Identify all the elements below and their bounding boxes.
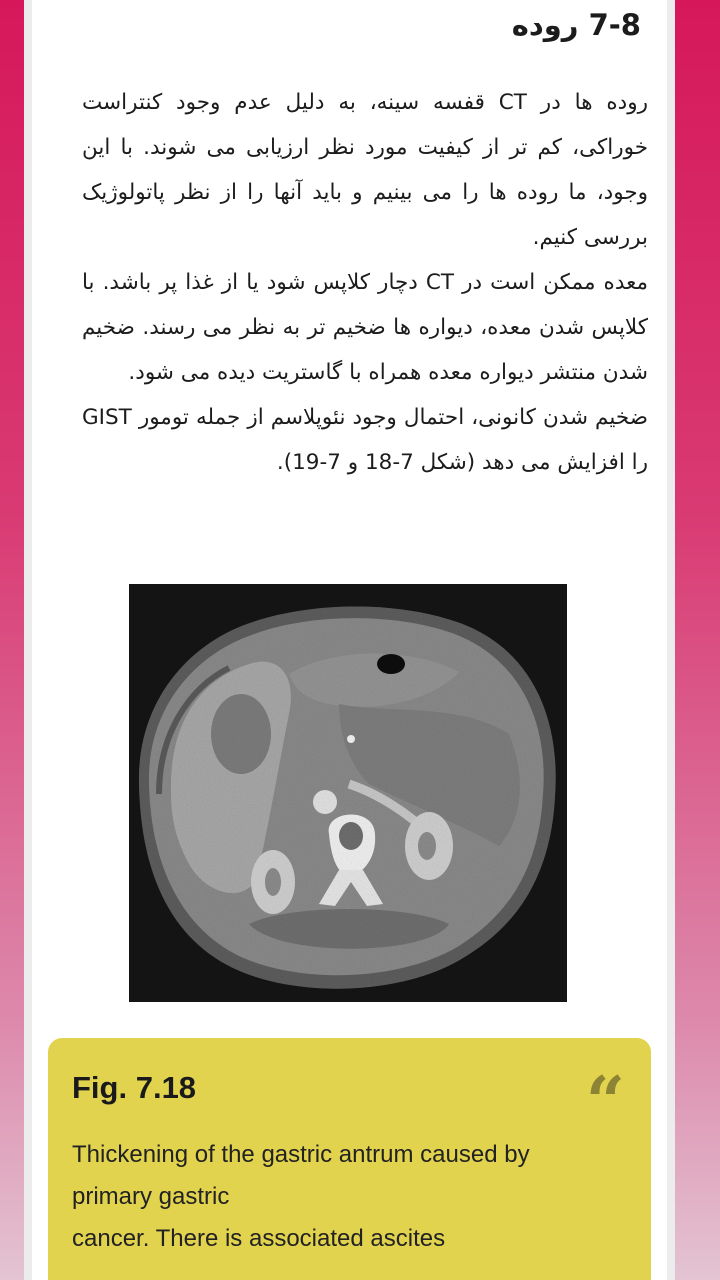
caption-line: Thickening of the gastric antrum caused by [72, 1141, 530, 1168]
paragraph: روده ها در CT قفسه سینه، به دلیل عدم وجود کنتراست خوراکی، کم تر از کیفیت مورد نظر ارزیابی می شوند. با این وجود، ما روده ها را می بینیم و باید آنها را از نظر پاتولوژیک بررسی کنیم. [82, 90, 649, 250]
quote-icon: “ [585, 1062, 625, 1142]
caption-line: cancer. There is associated ascites [72, 1225, 446, 1252]
figure-caption-box [48, 1038, 651, 1280]
article-body [82, 80, 648, 485]
caption-line: primary gastric [72, 1183, 230, 1210]
figure-title: Fig. 7.18 [72, 1070, 197, 1105]
paragraph: ضخیم شدن کانونی، احتمال وجود نئوپلاسم از جمله تومور GIST را افزایش می دهد (شکل 7-18 و 7-19). [82, 405, 648, 475]
ct-scan-image[interactable] [129, 584, 567, 1002]
content-card [24, 0, 675, 1280]
figure-caption [72, 1134, 632, 1260]
ct-scan-illustration [129, 584, 567, 1002]
paragraph: معده ممکن است در CT دچار کلاپس شود یا از غذا پر باشد. با کلاپس شدن معده، دیواره ها ضخیم تر به نظر می رسند. ضخیم شدن منتشر دیواره معده همراه با گاستریت دیده می شود. [82, 270, 648, 385]
section-title: 7-8 روده [511, 8, 641, 42]
